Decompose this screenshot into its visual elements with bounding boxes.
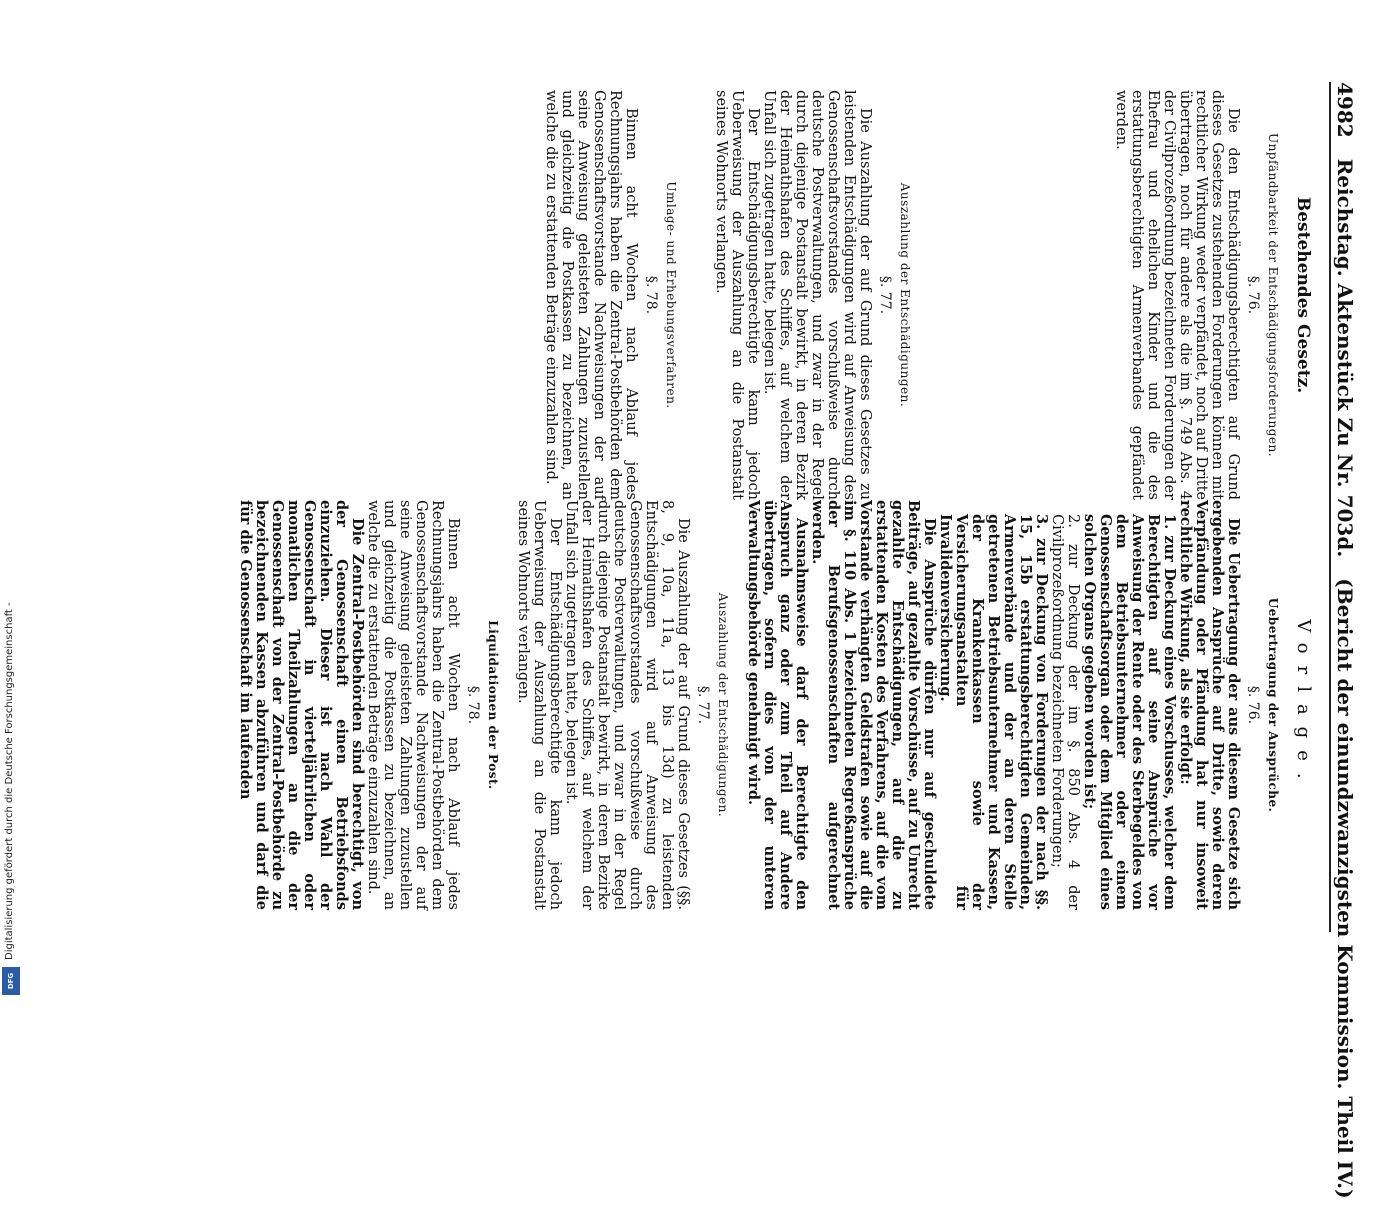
- right-76-item-2: 2. zur Deckung der im §. 850 Abs. 4 der Civilprozeßordnung bezeichneten Forderungen;: [1049, 514, 1081, 910]
- right-78-number: §. 78.: [465, 685, 481, 725]
- page-number: 4982: [1333, 82, 1357, 138]
- dfg-logo-text: DFG: [7, 972, 15, 990]
- right-77-p1: Die Auszahlung der auf Grund dieses Gesetzes (§§. 8, 9, 10a, 11a, 13 bis 13d) zu leistenden Entschädigungen wird auf Anweisung des Genossenschaftsvorstandes vorschußweise durch deutsche Postverwaltungen, und zwar in der Regel durch diejenige Postanstalt bewirkt, in deren Bezirke der Heimathshafen des Schiffes, auf welchem der Unfall sich zugetragen hatte, belegen ist.: [563, 500, 691, 910]
- document-title: (Bericht der einundzwanzigsten Kommission. Theil IV.): [1333, 578, 1357, 1199]
- right-76-p2: Die Ansprüche dürfen nur auf geschuldete Beiträge, auf gezahlte Vorschüsse, auf zu Unrecht gezahlte Entschädigungen, auf die zu erstattenden Kosten des Verfahrens, auf die vom Vorstande verhängten Geldstrafen sowie auf die im §. 110 Abs. 1 bezeichneten Regreßansprüche der Berufsgenossenschaften aufgerechnet werden.: [809, 500, 938, 910]
- document-source: Reichstag. Aktenstück Zu Nr. 703d.: [1333, 158, 1357, 558]
- digitization-note-text: Digitalisierung gefördert durch die Deutsche Forschungsgemeinschaft -: [4, 602, 15, 960]
- left-column-heading: Bestehendes Gesetz.: [1293, 196, 1313, 394]
- right-76-number: §. 76.: [1245, 685, 1261, 725]
- left-77-p1: Die Auszahlung der auf Grund dieses Gesetzes zu leistenden Entschädigungen wird auf Anweisung des Genossenschaftsvorstandes vorschußweise durch deutsche Postverwaltungen, und zwar in der Regel durch diejenige Postanstalt bewirkt, in deren Bezirk der Heimathshafen des Schiffes, auf welchem der Unfall sich zugetragen hatte, belegen ist.: [761, 90, 873, 500]
- digitization-note: [4, 0, 18, 960]
- right-77-subheading: Auszahlung der Entschädigungen.: [716, 592, 730, 818]
- left-77-number: §. 77.: [877, 275, 893, 315]
- left-78-text: Binnen acht Wochen nach Ablauf jedes Rechnungsjahrs haben die Zentral-Postbehörden dem Genossenschaftsvorstande Nachweisungen der auf seine Anweisung geleisteten Zahlungen zuzustellen und gleichzeitig die Postkassen zu bezeichnen, an welche die zu erstattenden Beträge einzuzahlen sind.: [543, 90, 639, 500]
- left-77-p2: Der Entschädigungsberechtigte kann jedoch Ueberweisung der Auszahlung an die Postanstalt seines Wohnorts verlangen.: [713, 90, 761, 500]
- left-column: [543, 90, 1317, 500]
- right-78-p2: Die Zentral-Postbehörden sind berechtigt, von der Genossenschaft einen Betriebsfonds einzuziehen. Dieser ist nach Wahl der Genossenschaft in vierteljährlichen oder monatlichen Theilzahlungen an die der Genossenschaft von der Zentral-Postbehörde zu bezeichnenden Kassen abzuführen und darf die für die Genossenschaft im laufenden: [237, 500, 366, 910]
- dfg-logo-icon: [0, 965, 22, 997]
- left-78-subheading: Umlage- und Erhebungsverfahren.: [664, 181, 678, 409]
- page-header: [1333, 82, 1357, 1199]
- right-column: [237, 500, 1317, 910]
- right-column-heading: Vorlage.: [1293, 619, 1314, 791]
- right-76-item-1: 1. zur Deckung eines Vorschusses, welcher dem Berechtigten auf seine Ansprüche vor Anweisung der Rente oder des Sterbegeldes von dem Betriebsunternehmer oder einem Genossenschaftsorgan oder dem Mitglied eines solchen Organs gegeben worden ist;: [1081, 514, 1178, 910]
- left-77-subheading: Auszahlung der Entschädigungen.: [898, 182, 912, 408]
- right-76-p3: Ausnahmsweise darf der Berechtigte den Anspruch ganz oder zum Theil auf Andere übertragen, sofern dies von der unteren Verwaltungsbehörde genehmigt wird.: [745, 500, 810, 910]
- right-77-number: §. 77.: [695, 685, 711, 725]
- left-76-number: §. 76.: [1245, 275, 1261, 315]
- right-76-item-3: 3. zur Deckung von Forderungen der nach §§. 15, 15b erstattungsberechtigten Gemeinden, Armenverbände und der an deren Stelle getretenen Betriebsunternehmer und Kassen, der Krankenkassen sowie der Versicherungsanstalten für Invalidenversicherung.: [937, 514, 1050, 910]
- left-76-subheading: Unpfändbarkeit der Entschädigungsforderungen.: [1266, 132, 1280, 458]
- right-78-subheading: Liquidationen der Post.: [486, 620, 500, 790]
- right-77-p2: Der Entschädigungsberechtigte kann jedoch Ueberweisung der Auszahlung an die Postanstalt seines Wohnorts verlangen.: [515, 500, 563, 910]
- header-rule: [1329, 82, 1331, 932]
- right-78-p1: Binnen acht Wochen nach Ablauf jedes Rechnungsjahrs haben die Zentral-Postbehörden dem Genossenschaftsvorstande Nachweisungen der auf seine Anweisung geleisteten Zahlungen zuzustellen und gleichzeitig die Postkassen zu bezeichnen, an welche die zu erstattenden Beträge einzuzahlen sind.: [365, 500, 461, 910]
- right-76-intro: Die Uebertragung der aus diesem Gesetze sich ergebenden Ansprüche auf Dritte, sowie deren Verpfändung oder Pfändung hat nur insoweit rechtliche Wirkung, als sie erfolgt:: [1177, 500, 1242, 910]
- left-78-number: §. 78.: [643, 275, 659, 315]
- left-76-text: Die den Entschädigungsberechtigten auf Grund dieses Gesetzes zustehenden Forderungen können mit rechtlicher Wirkung weder verpfändet, noch auf Dritte übertragen, noch für andere als die im §. 749 Abs. 4 der Civilprozeßordnung bezeichneten Forderungen der Ehefrau und ehelichen Kinder und die des erstattungsberechtigten Armenverbandes gepfändet werden.: [1113, 90, 1241, 500]
- dfg-logo: [0, 965, 22, 997]
- right-76-subheading: Uebertragung der Ansprüche.: [1266, 597, 1280, 813]
